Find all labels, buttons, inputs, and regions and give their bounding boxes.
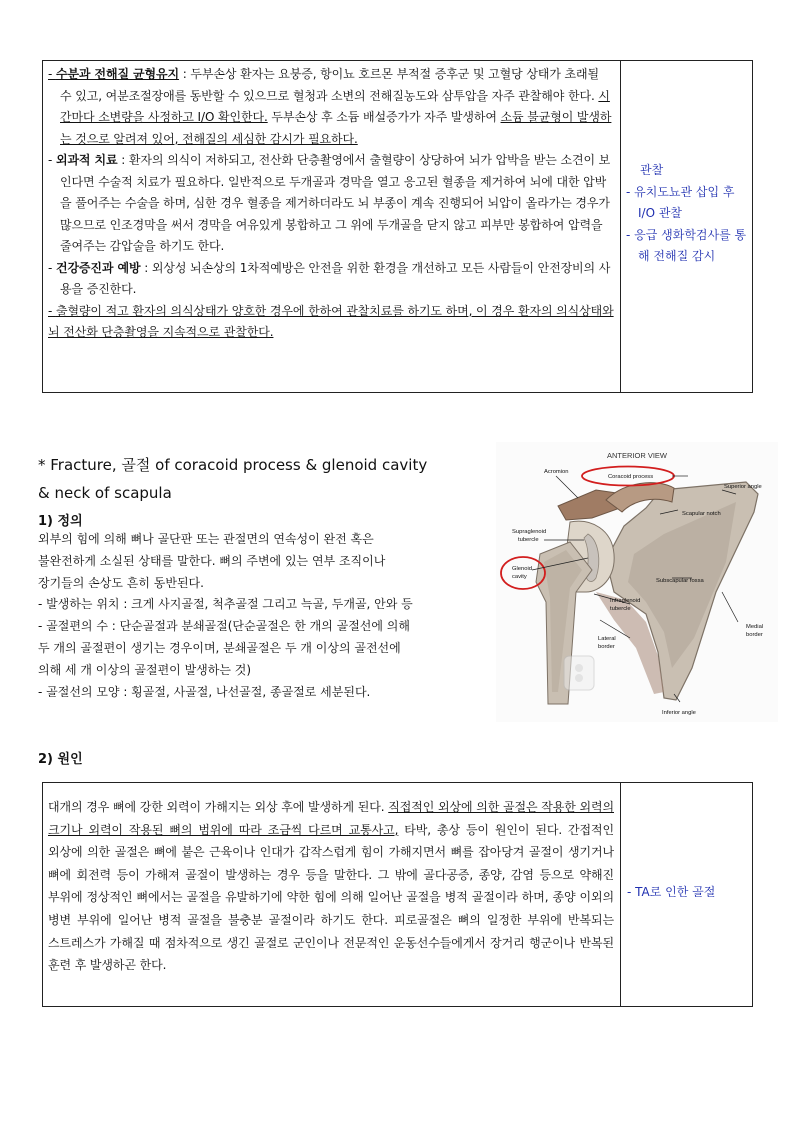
cause-text: 대개의 경우 뼈에 강한 외력이 가해지는 외상 후에 발생하게 된다. 직접적인 외상에 의한 골절은 작용한 외력의 크기나 외력이 작용된 뼈의 범위에 따라 조금씩 다르며 교통사고, 타박, 총상 등이 원인이 된다. 간접적인 외상에 의한 골절은 뼈에 붙은 근육이나 인대가 갑작스럽게 힘이 가해지면서 뼈를 잡아당겨 골절이 생기거나 뼈에 회전력 등이 가해져 골절이 발생하는 경우 등을 말한다. 그 밖에 골다공증, 종양, 감염 등으로 약해진 부위에 정상적인 뼈에서는 골절을 유발하기에 약한 힘에 의해 일어난 골절을 병적 골절이라 하며, 종양 이외의 병변 부위에 일어난 병적 골절을 불충분 골절이라 하기도 한다. 피로골절은 뼈의 일정한 부위에 반복되는 스트레스가 가해질 때 점차적으로 생긴 골절로 군인이나 전문적인 운동선수들에게서 장거리 행군이나 반복된 훈련 후 발생하곤 한다. (48, 800, 614, 973)
label-glenoid-2: cavity (512, 574, 527, 580)
label-scapular-notch: Scapular notch (682, 511, 721, 517)
label-supraglenoid: Supraglenoid (512, 529, 547, 535)
definition-heading: 1) 정의 (38, 514, 83, 529)
fluid-electrolyte-item: - 수분과 전해질 균형유지 : 두부손상 환자는 요붕증, 항이뇨 호르몬 부적절 증후군 및 고혈당 상태가 초래될 수 있고, 여분조절장애를 동반할 수 있으므로 혈청과 소변의 전해질농도와 삼투압을 자주 관찰해야 한다. 시간마다 소변량을 사정하고 I/O 확인한다. 두부손상 후 소듐 배설증가가 자주 발생하여 소듐 불균형이 발생하는 것으로 알려져 있어, 전해질의 세심한 감시가 필요하다. (48, 67, 612, 146)
cause-table-divider (620, 782, 621, 1007)
note-electrolyte: - 응급 생화학검사를 통해 전해질 감시 (626, 227, 747, 263)
label-subscapular-fossa: Subscapular fossa (656, 578, 704, 584)
label-coracoid: Coracoid process (608, 474, 654, 480)
label-supraglenoid-2: tubercle (518, 537, 539, 543)
note-observe: 관찰 (640, 163, 664, 177)
surgical-treatment-item: - 외과적 치료 : 환자의 의식이 저하되고, 전산화 단층촬영에서 출혈량이 상당하여 뇌가 압박을 받는 소견이 보인다면 수술적 치료가 필요하다. 일반적으로 두개골과 경막을 열고 응고된 혈종을 제거하여 뇌에 대한 압박을 풀어주는 수술을 하며, 심한 경우 혈종을 제거하더라도 뇌 부종이 계속 진행되어 뇌압이 올라가는 경우가 많으므로 인조경막을 써서 경막을 여유있게 봉합하고 그 위에 두개골을 닫지 않고 피부만 봉합하여 압력을 줄여주는 감압술을 하기도 한다. (48, 153, 611, 253)
care-table-top-main (48, 64, 614, 344)
cause-note: - TA로 인한 골절 (627, 885, 716, 899)
cause-heading: 2) 원인 (38, 752, 83, 767)
care-table-top-notes (626, 160, 748, 268)
surgical-treatment-label: 외과적 치료 (55, 153, 118, 167)
label-inferior-angle: Inferior angle (662, 710, 696, 716)
label-medial-border: Medial (746, 624, 764, 630)
health-promotion-label: 건강증진과 예방 (55, 260, 141, 275)
scapula-anatomy-figure (496, 442, 778, 722)
definition-body: 외부의 힘에 의해 뼈나 골단판 또는 관절면의 연속성이 완전 혹은 불완전하게 소실된 상태를 말한다. 뼈의 주변에 있는 연부 조직이나 장기들의 손상도 흔히 동반된다. - 발생하는 위치 : 크게 사지골절, 척추골절 그리고 늑골, 두개골, 안와 등 - 골절편의 수 : 단순골절과 분쇄골절(단순골절은 한 개의 골절선에 의해 두 개의 골절편이 생기는 경우이며, 분쇄골절은 두 개 이상의 골전선에 의해 세 개 이상의 골절편이 발생하는 것) - 골절선의 모양 : 횡골절, 사골절, 나선골절, 종골절로 세분된다. (38, 532, 413, 699)
label-medial-border-2: border (746, 632, 763, 638)
label-infraglenoid: Infraglenoid (610, 598, 641, 604)
observation-item: - 출혈량이 적고 환자의 의식상태가 양호한 경우에 한하여 관찰치료를 하기도 하며, 이 경우 환자의 의식상태와 뇌 전산화 단층촬영을 지속적으로 관찰한다. (48, 303, 614, 339)
figure-title: ANTERIOR VIEW (606, 451, 668, 460)
label-infraglenoid-2: tubercle (610, 606, 631, 612)
label-acromion: Acromion (544, 469, 569, 475)
label-glenoid: Glenoid (512, 566, 532, 572)
label-lateral-border: Lateral (598, 636, 616, 642)
label-superior-angle: Superior angle (724, 484, 762, 490)
fluid-electrolyte-label: 수분과 전해질 균형유지 (55, 67, 180, 81)
note-foley: - 유치도뇨관 삽입 후 I/O 관찰 (626, 184, 735, 220)
section-heading: * Fracture, 골절 of coracoid process & glenoid cavity & neck of scapula (38, 456, 428, 502)
health-promotion-item: - 건강증진과 예방 : 외상성 뇌손상의 1차적예방은 안전을 위한 환경을 개선하고 모든 사람들이 안전장비의 사용을 증진한다. (48, 260, 611, 296)
care-table-top-divider (620, 60, 621, 393)
label-lateral-border-2: border (598, 644, 615, 650)
watermark-icon (564, 656, 594, 690)
